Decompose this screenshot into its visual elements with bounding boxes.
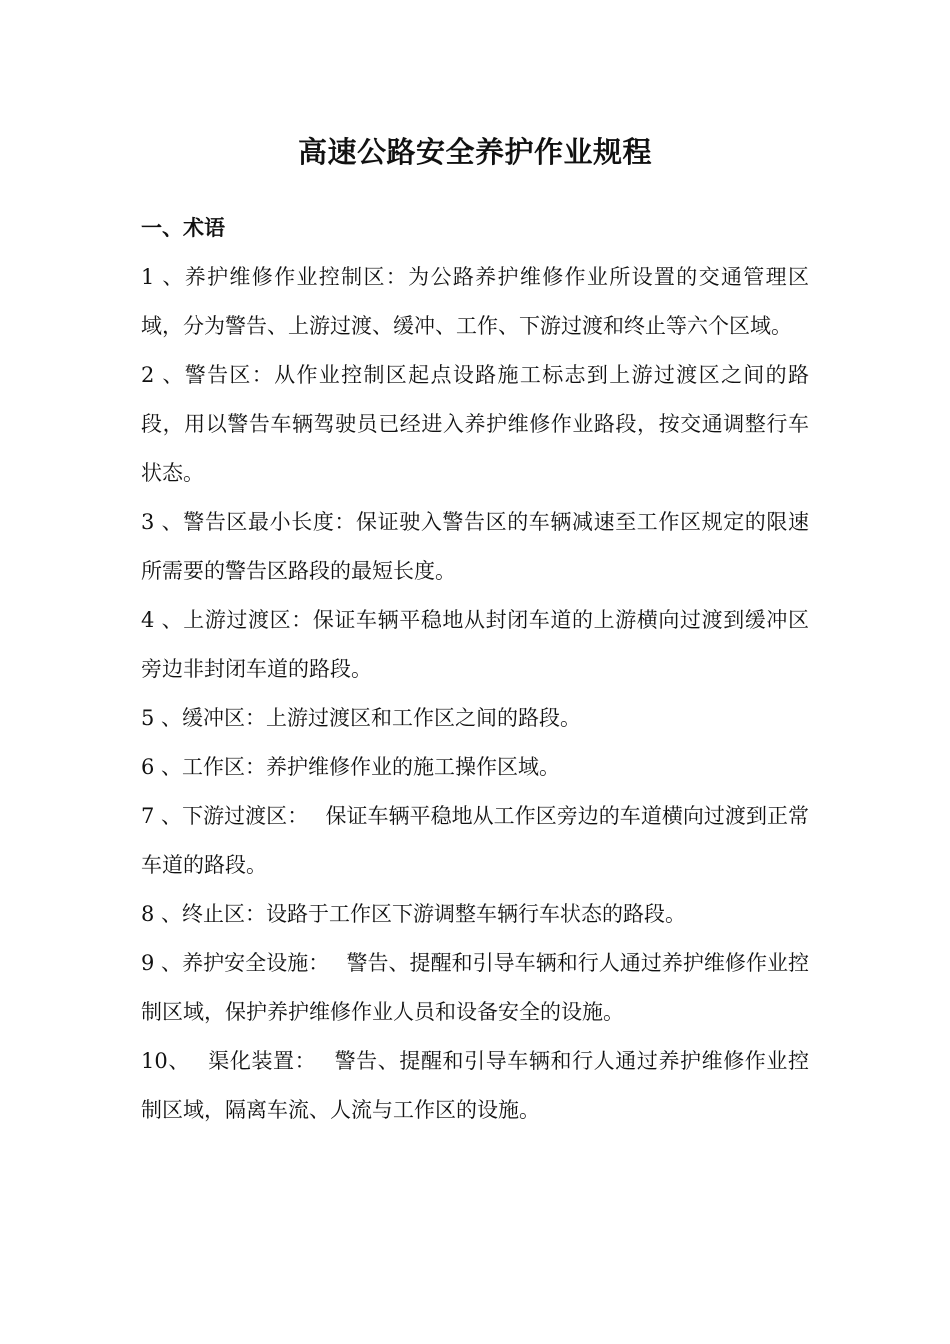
document-title: 高速公路安全养护作业规程 bbox=[297, 135, 652, 169]
section-heading: 一、术语 bbox=[141, 216, 225, 240]
term-paragraph-1: 1 、养护维修作业控制区：为公路养护维修作业所设置的交通管理区域，分为警告、上游过渡、缓冲、工作、下游过渡和终止等六个区域。 bbox=[141, 265, 809, 338]
term-paragraph-7: 7 、下游过渡区： 保证车辆平稳地从工作区旁边的车道横向过渡到正常车道的路段。 bbox=[141, 804, 809, 877]
term-paragraph-3: 3 、警告区最小长度：保证驶入警告区的车辆减速至工作区规定的限速所需要的警告区路段的最短长度。 bbox=[141, 510, 809, 583]
term-paragraph-2: 2 、警告区：从作业控制区起点设路施工标志到上游过渡区之间的路段，用以警告车辆驾驶员已经进入养护维修作业路段，按交通调整行车状态。 bbox=[141, 363, 809, 485]
term-paragraph-8: 8 、终止区：设路于工作区下游调整车辆行车状态的路段。 bbox=[141, 902, 687, 926]
term-paragraph-6: 6 、工作区：养护维修作业的施工操作区域。 bbox=[141, 755, 561, 779]
term-paragraph-4: 4 、上游过渡区：保证车辆平稳地从封闭车道的上游横向过渡到缓冲区旁边非封闭车道的路段。 bbox=[141, 608, 809, 681]
term-paragraph-5: 5 、缓冲区：上游过渡区和工作区之间的路段。 bbox=[141, 706, 582, 730]
term-paragraph-10: 10、 渠化装置： 警告、提醒和引导车辆和行人通过养护维修作业控制区域，隔离车流、人流与工作区的设施。 bbox=[141, 1049, 809, 1122]
document-body bbox=[141, 204, 809, 1135]
term-paragraph-9: 9 、养护安全设施： 警告、提醒和引导车辆和行人通过养护维修作业控制区域，保护养护维修作业人员和设备安全的设施。 bbox=[141, 951, 809, 1024]
